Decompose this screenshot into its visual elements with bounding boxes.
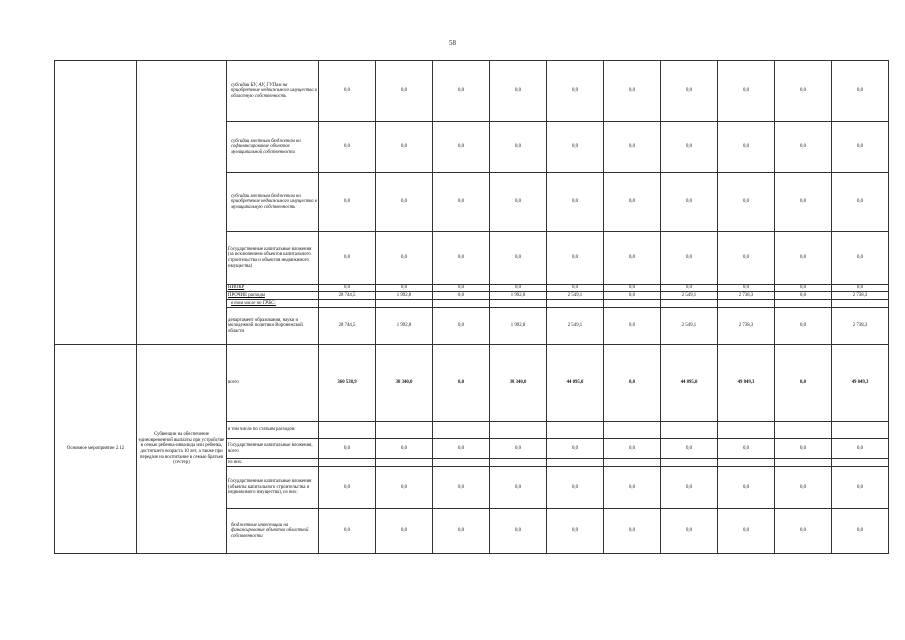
value-cell: 0,0 <box>775 467 832 509</box>
value-cell <box>718 300 775 308</box>
value-cell: 0,0 <box>604 467 661 509</box>
value-cell: 0,0 <box>775 285 832 292</box>
value-cell: 2 738,3 <box>832 292 889 300</box>
value-cell: 0,0 <box>376 232 433 285</box>
activity-code-cell: Основное мероприятие 2.12 <box>55 345 137 554</box>
value-cell: 0,0 <box>319 61 376 122</box>
value-cell: 0,0 <box>376 173 433 232</box>
value-cell: 2 549,1 <box>547 292 604 300</box>
row-label: из них: <box>227 459 319 467</box>
value-cell: 0,0 <box>490 285 547 292</box>
value-cell <box>547 422 604 439</box>
activity-name-cell: Субвенции на обеспечение единовременной выплаты при устройстве в семью ребенка-инвалида или ребенка, достигшего возраста 10 лет, а также при передаче на воспитание в семью братьев (сестер) <box>137 345 227 554</box>
value-cell: 0,0 <box>661 122 718 173</box>
value-cell <box>490 459 547 467</box>
value-cell <box>604 459 661 467</box>
value-cell: 0,0 <box>376 61 433 122</box>
value-cell: 0,0 <box>547 285 604 292</box>
row-label: в том числе по ГРБС: <box>227 300 319 308</box>
value-cell: 0,0 <box>832 61 889 122</box>
value-cell: 0,0 <box>490 61 547 122</box>
value-cell: 38 340,0 <box>490 345 547 422</box>
value-cell: 2 738,3 <box>718 292 775 300</box>
value-cell: 0,0 <box>433 61 490 122</box>
value-cell: 0,0 <box>718 285 775 292</box>
value-cell <box>319 459 376 467</box>
value-cell: 0,0 <box>832 467 889 509</box>
value-cell: 0,0 <box>490 173 547 232</box>
value-cell: 28 744,5 <box>319 292 376 300</box>
value-cell <box>832 459 889 467</box>
value-cell: 360 538,9 <box>319 345 376 422</box>
row-label: в том числе по статьям расходов: <box>227 422 319 439</box>
value-cell: 0,0 <box>661 509 718 554</box>
value-cell: 0,0 <box>661 173 718 232</box>
table-row <box>55 61 889 122</box>
value-cell <box>604 422 661 439</box>
value-cell: 0,0 <box>604 232 661 285</box>
value-cell: 0,0 <box>319 285 376 292</box>
value-cell: 0,0 <box>832 173 889 232</box>
value-cell: 28 744,5 <box>319 308 376 345</box>
value-cell: 0,0 <box>604 173 661 232</box>
value-cell: 1 992,8 <box>490 308 547 345</box>
value-cell: 0,0 <box>604 345 661 422</box>
value-cell <box>775 459 832 467</box>
value-cell <box>376 300 433 308</box>
value-cell: 0,0 <box>376 509 433 554</box>
value-cell: 0,0 <box>490 467 547 509</box>
value-cell: 0,0 <box>661 61 718 122</box>
value-cell: 0,0 <box>490 122 547 173</box>
value-cell: 0,0 <box>433 232 490 285</box>
value-cell: 0,0 <box>376 285 433 292</box>
value-cell: 0,0 <box>775 232 832 285</box>
value-cell: 0,0 <box>490 439 547 459</box>
value-cell: 0,0 <box>661 439 718 459</box>
value-cell: 0,0 <box>718 232 775 285</box>
value-cell <box>661 300 718 308</box>
value-cell <box>775 422 832 439</box>
value-cell: 0,0 <box>319 509 376 554</box>
value-cell: 0,0 <box>319 122 376 173</box>
budget-table <box>54 60 889 554</box>
value-cell <box>604 300 661 308</box>
value-cell <box>433 459 490 467</box>
value-cell <box>490 300 547 308</box>
value-cell: 0,0 <box>547 61 604 122</box>
value-cell: 0,0 <box>547 122 604 173</box>
value-cell: 0,0 <box>832 509 889 554</box>
value-cell: 0,0 <box>547 509 604 554</box>
row-label: департамент образования, науки и молодежной политики Воронежской области <box>227 308 319 345</box>
value-cell: 0,0 <box>775 439 832 459</box>
value-cell: 0,0 <box>718 122 775 173</box>
value-cell <box>376 422 433 439</box>
value-cell: 0,0 <box>832 439 889 459</box>
value-cell: 0,0 <box>604 439 661 459</box>
value-cell: 0,0 <box>319 232 376 285</box>
value-cell: 0,0 <box>433 345 490 422</box>
table-section-activity-2-12 <box>55 345 889 554</box>
value-cell: 0,0 <box>433 122 490 173</box>
value-cell <box>775 300 832 308</box>
row-label: Государственные капитальные вложения (объекты капитального строительства и недвижимого имущества), из них: <box>227 467 319 509</box>
value-cell: 49 849,3 <box>718 345 775 422</box>
value-cell: 0,0 <box>433 509 490 554</box>
value-cell: 0,0 <box>376 439 433 459</box>
value-cell: 44 095,0 <box>661 345 718 422</box>
value-cell: 2 738,3 <box>718 308 775 345</box>
value-cell: 0,0 <box>832 232 889 285</box>
value-cell: 0,0 <box>832 285 889 292</box>
table-section-continued <box>55 61 889 345</box>
value-cell: 0,0 <box>661 232 718 285</box>
value-cell <box>319 300 376 308</box>
value-cell <box>661 459 718 467</box>
row-label: субсидии БУ, АУ, ГУПам на приобретение недвижимого имущества в областную собственность <box>227 61 319 122</box>
value-cell: 0,0 <box>775 61 832 122</box>
value-cell <box>661 422 718 439</box>
value-cell: 0,0 <box>319 467 376 509</box>
value-cell: 0,0 <box>832 122 889 173</box>
row-label: Государственные капитальные вложения, всего <box>227 439 319 459</box>
row-label: субсидии местным бюджетам на приобретение недвижимого имущества в муниципальную собственность <box>227 173 319 232</box>
value-cell: 0,0 <box>376 122 433 173</box>
value-cell <box>433 422 490 439</box>
value-cell: 0,0 <box>604 292 661 300</box>
table-row <box>55 345 889 422</box>
value-cell: 0,0 <box>319 439 376 459</box>
row-label: субсидии местным бюджетам на софинансирование объектов муниципальной собственности <box>227 122 319 173</box>
value-cell: 2 738,3 <box>832 308 889 345</box>
value-cell: 2 549,1 <box>547 308 604 345</box>
value-cell: 0,0 <box>775 122 832 173</box>
value-cell <box>547 300 604 308</box>
value-cell: 0,0 <box>604 285 661 292</box>
row-label: всего <box>227 345 319 422</box>
value-cell: 1 992,8 <box>490 292 547 300</box>
value-cell <box>832 300 889 308</box>
value-cell: 0,0 <box>604 308 661 345</box>
value-cell: 0,0 <box>718 509 775 554</box>
value-cell: 49 849,3 <box>832 345 889 422</box>
value-cell: 0,0 <box>604 509 661 554</box>
value-cell: 0,0 <box>547 232 604 285</box>
value-cell: 0,0 <box>433 292 490 300</box>
value-cell: 0,0 <box>547 467 604 509</box>
value-cell: 1 992,8 <box>376 292 433 300</box>
value-cell <box>832 422 889 439</box>
row-label: НИОКР <box>227 285 319 292</box>
value-cell: 0,0 <box>376 467 433 509</box>
value-cell: 44 095,0 <box>547 345 604 422</box>
value-cell: 0,0 <box>604 122 661 173</box>
value-cell: 0,0 <box>547 439 604 459</box>
value-cell: 2 549,1 <box>661 292 718 300</box>
value-cell <box>547 459 604 467</box>
value-cell: 0,0 <box>319 173 376 232</box>
activity-name-cell-continued <box>137 61 227 345</box>
activity-code-cell-continued <box>55 61 137 345</box>
value-cell: 0,0 <box>775 509 832 554</box>
value-cell: 0,0 <box>433 439 490 459</box>
value-cell: 0,0 <box>718 439 775 459</box>
value-cell <box>319 422 376 439</box>
value-cell <box>490 422 547 439</box>
value-cell: 0,0 <box>661 467 718 509</box>
value-cell <box>376 459 433 467</box>
value-cell: 0,0 <box>547 173 604 232</box>
value-cell <box>718 459 775 467</box>
row-label: ПРОЧИЕ расходы <box>227 292 319 300</box>
page-number: 58 <box>449 39 456 47</box>
value-cell: 0,0 <box>718 467 775 509</box>
value-cell: 2 549,1 <box>661 308 718 345</box>
value-cell: 38 340,0 <box>376 345 433 422</box>
row-label: Государственные капитальные вложения (за исключением объектов капитального строительства и объектов недвижимого имущества) <box>227 232 319 285</box>
value-cell <box>433 300 490 308</box>
value-cell: 0,0 <box>490 509 547 554</box>
value-cell: 0,0 <box>775 173 832 232</box>
value-cell: 0,0 <box>718 173 775 232</box>
value-cell: 0,0 <box>775 345 832 422</box>
value-cell: 0,0 <box>490 232 547 285</box>
value-cell: 0,0 <box>775 308 832 345</box>
value-cell: 0,0 <box>718 61 775 122</box>
value-cell: 0,0 <box>433 173 490 232</box>
value-cell: 0,0 <box>775 292 832 300</box>
value-cell: 1 992,8 <box>376 308 433 345</box>
value-cell: 0,0 <box>433 308 490 345</box>
value-cell: 0,0 <box>433 285 490 292</box>
row-label: бюджетные инвестиции на финансирование объектов областной собственности <box>227 509 319 554</box>
value-cell: 0,0 <box>604 61 661 122</box>
value-cell: 0,0 <box>433 467 490 509</box>
value-cell: 0,0 <box>661 285 718 292</box>
value-cell <box>718 422 775 439</box>
